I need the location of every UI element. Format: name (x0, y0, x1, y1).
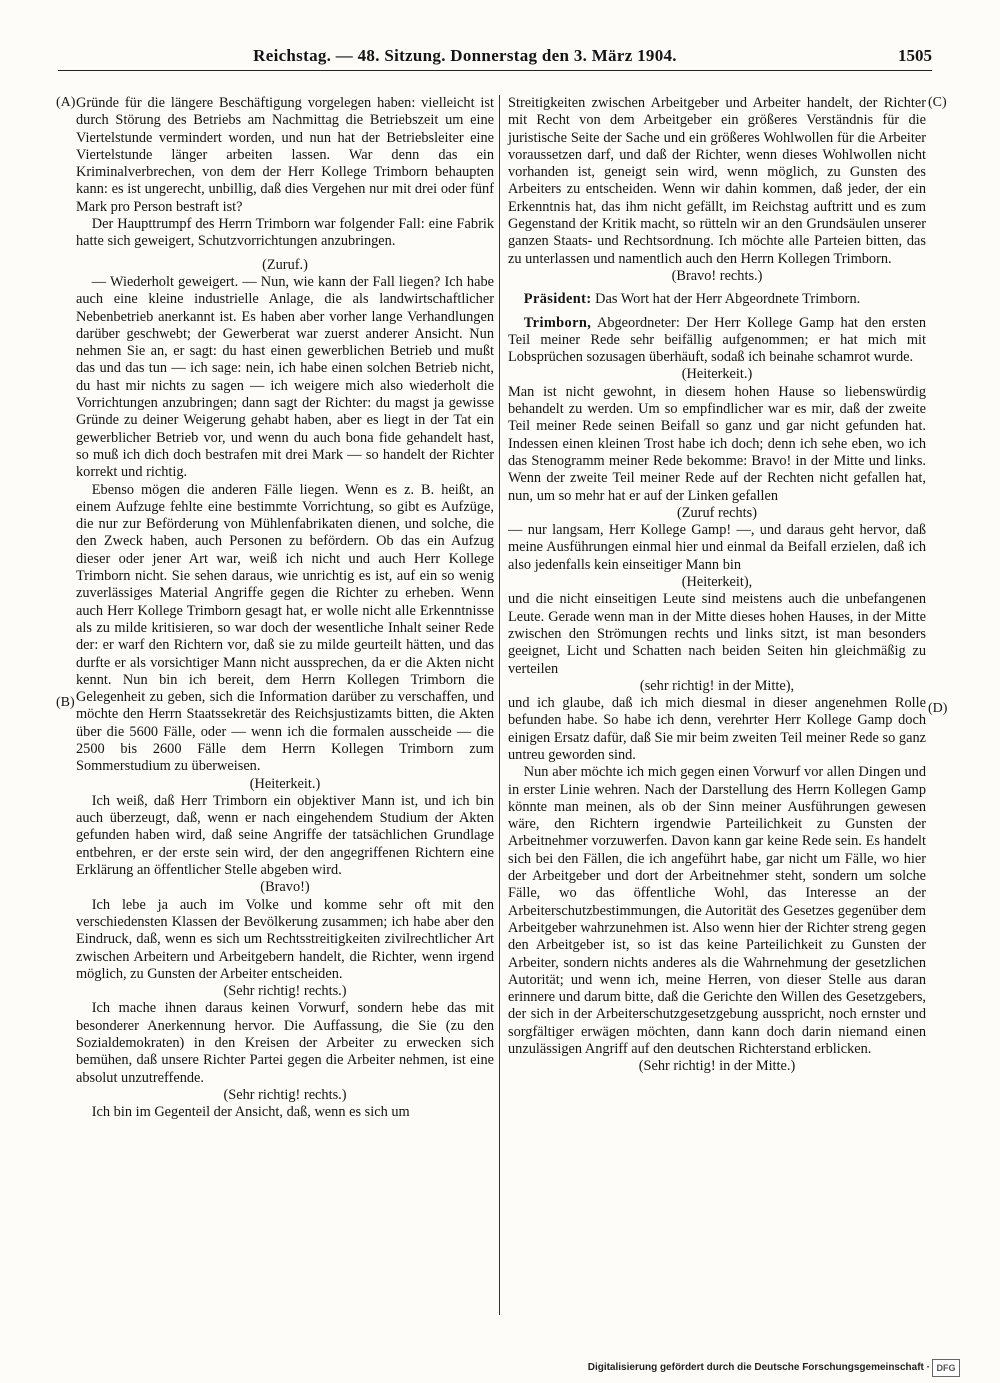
interjection: (Zuruf.) (262, 256, 308, 273)
paragraph: Man ist nicht gewohnt, in diesem hohen Hause so liebenswürdig behandelt zu werden. Um so empfindlicher war es mir, daß der zweite Teil meiner Rede seinen Beifall so ganz und gar nicht gefunden hat. Indessen einen kleinen Trost habe ich doch; denn ich sehe eben, wo ich das Stenogramm meiner Rede bekomme: Bravo! in der Mitte und links. Wenn der zweite Teil meiner Rede auf der Rechten nicht gefallen hat, nun, um so mehr hat er auf der Linken gefallen (508, 383, 926, 504)
paragraph (508, 291, 926, 308)
paragraph: Gründe für die längere Beschäftigung vorgelegen haben: vielleicht ist durch Störung des Betriebs am Nachmittag die Betriebszeit um eine Viertelstunde vermindert worden, und nun hat der Betriebsleiter eine Viertelstunde länger arbeiten lassen. War denn das ein Kriminalverbrechen, von dem der Herr Kollege Trimborn behaupten kann: es ist ungerecht, unbillig, daß dies Vergehen nur mit drei oder fünf Mark pro Person bestraft ist? (76, 95, 494, 215)
margin-marker-d: (D) (928, 701, 948, 716)
paragraph (508, 315, 926, 367)
interjection: (sehr richtig! in der Mitte), (639, 677, 795, 694)
digitization-credit: Digitalisierung gefördert durch die Deutsche Forschungsgemeinschaft · (587, 1362, 930, 1373)
interjection: (Sehr richtig! in der Mitte.) (638, 1058, 796, 1075)
interjection: (Sehr richtig! rechts.) (223, 983, 347, 1000)
speech-text: Das Wort hat der Herr Abgeordnete Trimborn. (595, 291, 861, 308)
margin-marker-c: (C) (928, 95, 947, 110)
right-column (508, 95, 926, 1076)
dfg-logo: DFG (932, 1359, 960, 1377)
paragraph: und die nicht einseitigen Leute sind meistens auch die unbefangenen Leute. Gerade wenn man in der Mitte dieses hohen Hauses, in der Mitte zwischen den Strömungen rechts und links sitzt, ist man besonders geeignet, Licht und Schatten nach beiden Seiten hin gleichmäßig zu verteilen (508, 591, 926, 677)
speaker-label: Präsident: (523, 291, 592, 308)
column-divider (499, 95, 500, 1315)
paragraph: — Wiederholt geweigert. — Nun, wie kann der Fall liegen? Ich habe auch eine kleine industrielle Anlage, die als landwirtschaftlicher Nebenbetrieb anerkannt ist. Es haben aber vorher lange Verhandlungen darüber geschwebt; der Gewerberat war zuerst anderer Ansicht. Nun nehmen Sie an, er sagt: du hast einen gewerblichen Betrieb und mußt das und das tun — ich sage: nein, ich habe einen solchen Betrieb nicht, du hast mir nichts zu sagen — ich weigere mich also wiederholt die Vorrichtungen anzubringen; dann sagt der Richter: du magst ja gewisse Gründe zu deiner Weigerung gehabt haben, aber es liegt in der Tat ein gewerblicher Betrieb vor, und wenn du auch bona fide gehandelt hast, so muß ich dich doch bestrafen mit drei Mark — so handelt der Richter korrekt und richtig. (76, 273, 494, 481)
paragraph: Der Haupttrumpf des Herrn Trimborn war folgender Fall: eine Fabrik hatte sich geweigert, Schutzvorrichtungen anzubringen. (76, 216, 494, 250)
paragraph: und ich glaube, daß ich mich diesmal in dieser angenehmen Rolle befunden habe. So habe ich denn, verehrter Herr Kollege Gamp doch einigen Ersatz dafür, daß Sie mir beim zweiten Teil meiner Rede so ganz untreu geworden sind. (508, 695, 926, 763)
margin-marker-b: (B) (56, 695, 75, 710)
interjection: (Heiterkeit.) (681, 366, 753, 383)
running-title: Reichstag. — 48. Sitzung. Donnerstag den 3. März 1904. (253, 46, 677, 65)
interjection: (Zuruf rechts) (676, 504, 758, 521)
paragraph: Ebenso mögen die anderen Fälle liegen. Wenn es z. B. heißt, an einem Aufzuge fehlte eine bestimmte Vorrichtung, so gibt es Aufzüge, die nur zur Beförderung von Mühlenfabrikaten dienen, und solche, die den Zweck haben, auch Personen zu befördern. Ob das ein Aufzug dieser oder jener Art war, weiß ich nicht und auch Herr Kollege Trimborn nicht. Sie sehen daraus, wie unrichtig es ist, auf ein so wenig zuverlässiges Material Angriffe gegen die Richter zu erheben. Wenn auch Herr Kollege Trimborn gesagt hat, er wolle nicht alle Erkenntnisse als zu milde kritisieren, so war doch der wesentliche Inhalt seiner Rede der: er warf den Richtern vor, daß sie zu milde geurteilt hätten, und das durfte er als vorsichtiger Mann nicht aussprechen, da er die Akten nicht kennt. Nun bin ich bereit, dem Herrn Kollegen Trimborn die Gelegenheit zu geben, sich die Information darüber zu verschaffen, und möchte den Herrn Staatssekretär des Reichsjustizamts bitten, die Akten über die 5600 Fälle, oder — wenn ich die formalen ausscheide — die 2500 bis 2600 Fälle dem Herrn Kollegen Trimborn zum Sommerstudium zu überweisen. (76, 481, 494, 775)
interjection: (Heiterkeit.) (249, 775, 321, 792)
paragraph: Ich bin im Gegenteil der Ansicht, daß, wenn es sich um (91, 1104, 410, 1121)
paragraph: — nur langsam, Herr Kollege Gamp! —, und daraus geht hervor, daß meine Ausführungen einmal hier und einmal da Beifall erzielen, daß ich also jedenfalls kein einseitiger Mann bin (508, 522, 926, 573)
paragraph: Streitigkeiten zwischen Arbeitgeber und Arbeiter handelt, der Richter mit Recht von dem Arbeitgeber ein größeres Verständnis für die juristische Seite der Sache und ein größeres Wohlwollen für die Arbeiter voraussetzen darf, und daß der Richter, wenn dieses Wohlwollen nicht vorhanden ist, geneigt sein wird, wenn möglich, zu Gunsten des Arbeiters zu entscheiden. Wenn wir dahin kommen, daß jeder, der ein Erkenntnis hat, das ihm nicht gefällt, im Reichstag auftritt und es zum Gegenstand der Kritik macht, so rütteln wir an den Grundsäulen unserer ganzen Staats- und Rechtsordnung. Ich möchte alle Parteien bitten, das zu unterlassen und namentlich auch den Herrn Kollegen Trimborn. (508, 95, 926, 267)
page-number: 1505 (898, 46, 932, 65)
interjection: (Bravo!) (260, 879, 310, 896)
paragraph: Ich weiß, daß Herr Trimborn ein objektiver Mann ist, und ich bin auch überzeugt, daß, wenn er nach eingehendem Studium der Akten gefunden haben wird, daß seine Angriffe der tatsächlichen Grundlage entbehren, er der erste sein wird, der den angegriffenen Richtern eine Erklärung an öffentlicher Stelle abgeben wird. (76, 792, 494, 879)
interjection: (Heiterkeit), (681, 574, 753, 591)
interjection: (Sehr richtig! rechts.) (223, 1086, 347, 1103)
interjection: (Bravo! rechts.) (671, 267, 763, 284)
speech-text: Abgeordneter: Der Herr Kollege Gamp hat den ersten Teil meiner Rede sehr beifällig aufgenommen; er hat mich mit Lobsprüchen sozusagen überhäuft, sodaß ich beinahe schamrot wurde. (508, 314, 926, 366)
left-column (76, 95, 494, 1122)
margin-marker-a: (A) (56, 95, 76, 110)
paragraph: Ich lebe ja auch im Volke und komme sehr oft mit den verschiedensten Klassen der Bevölkerung zusammen; ich habe aber den Eindruck, daß, wenn es sich um Rechtsstreitigkeiten zivilrechtlicher Art zwischen Arbeitern und Arbeitgebern handelt, die Richter, wenn irgend möglich, zu Gunsten der Arbeiter entscheiden. (76, 896, 494, 982)
paragraph: Nun aber möchte ich mich gegen einen Vorwurf vor allen Dingen und in erster Linie wehren. Nach der Darstellung des Herrn Kollegen Gamp könnte man meinen, als ob der Sinn meiner Ausführungen gewesen wäre, den Richtern irgendwie Parteilichkeit zu Gunsten der Arbeitnehmer vorzuwerfen. Davon kann gar keine Rede sein. Es handelt sich bei den Fällen, die ich angeführt habe, gar nicht um Fälle, wo hier der Arbeitgeber und dort der Arbeitnehmer steht, sondern um solche Fälle, wo das öffentliche Wohl, das Interesse an der Arbeiterschutzbestimmungen, die Autorität des Gesetzes gegenüber dem Arbeitgeber wahrzunehmen ist. Also wenn hier der Richter streng gegen den Arbeitgeber ist, so ist das keine Parteilichkeit zu Gunsten der Arbeiter, sondern nichts anderes als die Wahrnehmung der gesetzlichen Autorität; und wenn ich, meine Herren, von dieser Stelle aus daran erinnere und darum bitte, daß die Gerichte den Willen des Gesetzgebers, der sich in der Arbeiterschutzgesetzgebung ausspricht, noch ernster und sorgfältiger erwägen möchten, dann kann doch darin niemand einen unzulässigen Angriff auf den deutschen Richterstand erblicken. (508, 764, 926, 1058)
page-header (58, 46, 932, 71)
speaker-label: Trimborn, (523, 314, 592, 331)
paragraph: Ich mache ihnen daraus keinen Vorwurf, sondern hebe das mit besonderer Anerkennung hervor. Die Auffassung, die Sie (zu den Sozialdemokraten) in den Kreisen der Arbeiter zu erwecken sich bemühen, daß unsere Richter Partei gegen die Arbeiter nehmen, ist eine absolut unzutreffende. (76, 1000, 494, 1086)
